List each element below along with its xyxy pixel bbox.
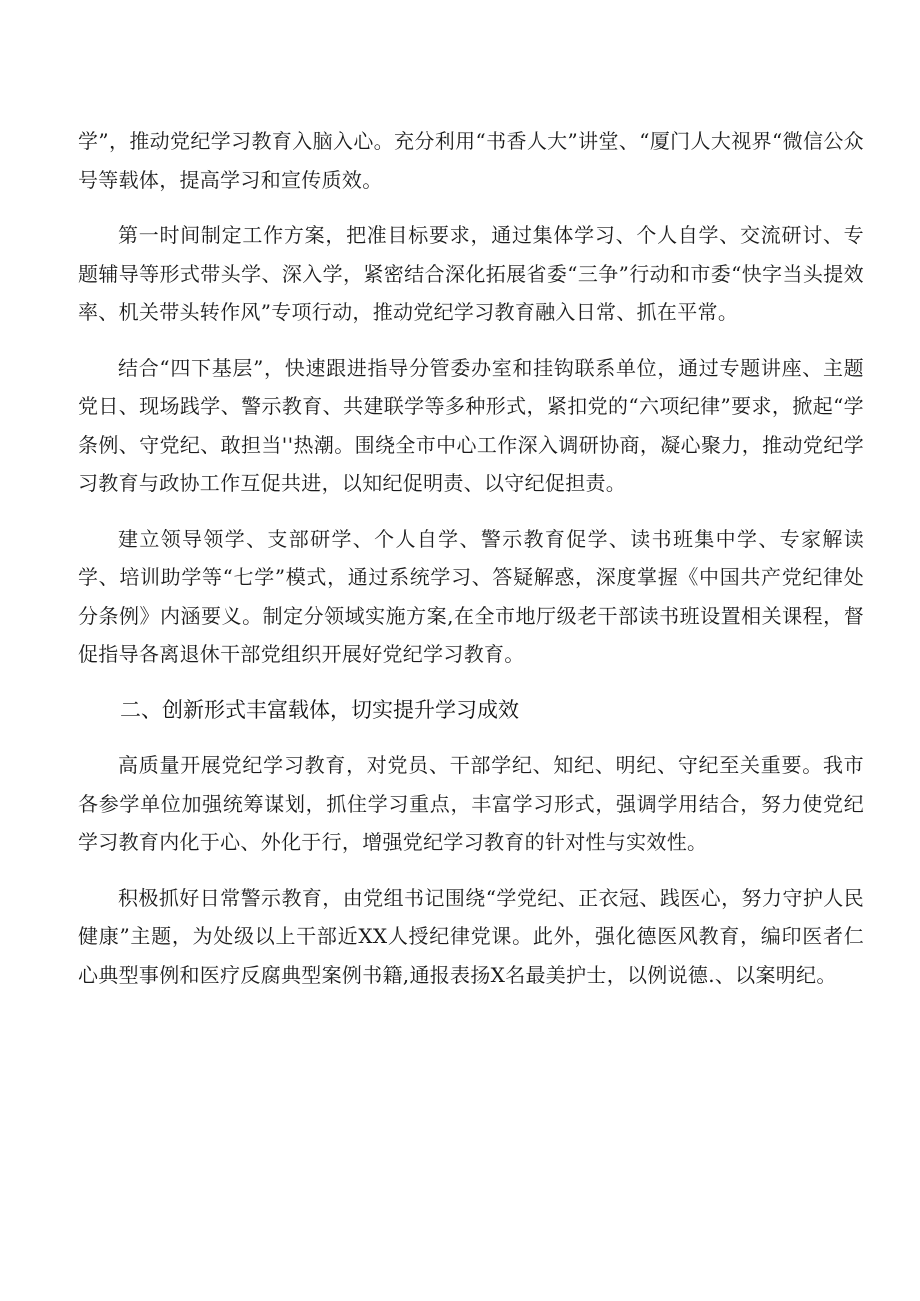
section-heading: 二、创新形式丰富载体，切实提升学习成效 [120, 697, 519, 722]
paragraph: 积极抓好日常警示教育，由党组书记围绕“学党纪、正衣冠、践医心，努力守护人民健康”主题，为处级以上干部近XX人授纪律党课。此外，强化德医风教育，编印医者仁心典型事例和医疗反腐典型案例书籍,通报表扬X名最美护士，以例说德.、以案明纪。 [78, 885, 864, 987]
paragraph: 高质量开展党纪学习教育，对党员、干部学纪、知纪、明纪、守纪至关重要。我市各参学单位加强统筹谋划，抓住学习重点，丰富学习形式，强调学用结合，努力使党纪学习教育内化于心、外化于行，增强党纪学习教育的针对性与实效性。 [78, 753, 864, 854]
paragraph: 建立领导领学、支部研学、个人自学、警示教育促学、读书班集中学、专家解读学、培训助学等“七学”模式，通过系统学习、答疑解惑，深度掌握《中国共产党纪律处分条例》内涵要义。制定分领域实施方案,在全市地厅级老干部读书班设置相关课程，督促指导各离退休干部党组织开展好党纪学习教育。 [78, 526, 864, 666]
paragraph: 第一时间制定工作方案，把准目标要求，通过集体学习、个人自学、交流研讨、专题辅导等形式带头学、深入学，紧密结合深化拓展省委“三争”行动和市委“快字当头提效率、机关带头转作风”专项行动，推动党纪学习教育融入日常、抓在平常。 [78, 223, 864, 324]
document-body [78, 122, 864, 994]
paragraph: 结合“四下基层”，快速跟进指导分管委办室和挂钩联系单位，通过专题讲座、主题党日、现场践学、警示教育、共建联学等多种形式，紧扣党的“六项纪律”要求，掀起“学条例、守党纪、敢担当''热潮。围绕全市中心工作深入调研协商，凝心聚力，推动党纪学习教育与政协工作互促共进，以知纪促明责、以守纪促担责。 [78, 355, 864, 495]
paragraph-continued: 学”，推动党纪学习教育入脑入心。充分利用“书香人大”讲堂、“厦门人大视界“微信公众号等载体，提高学习和宣传质效。 [78, 129, 864, 192]
